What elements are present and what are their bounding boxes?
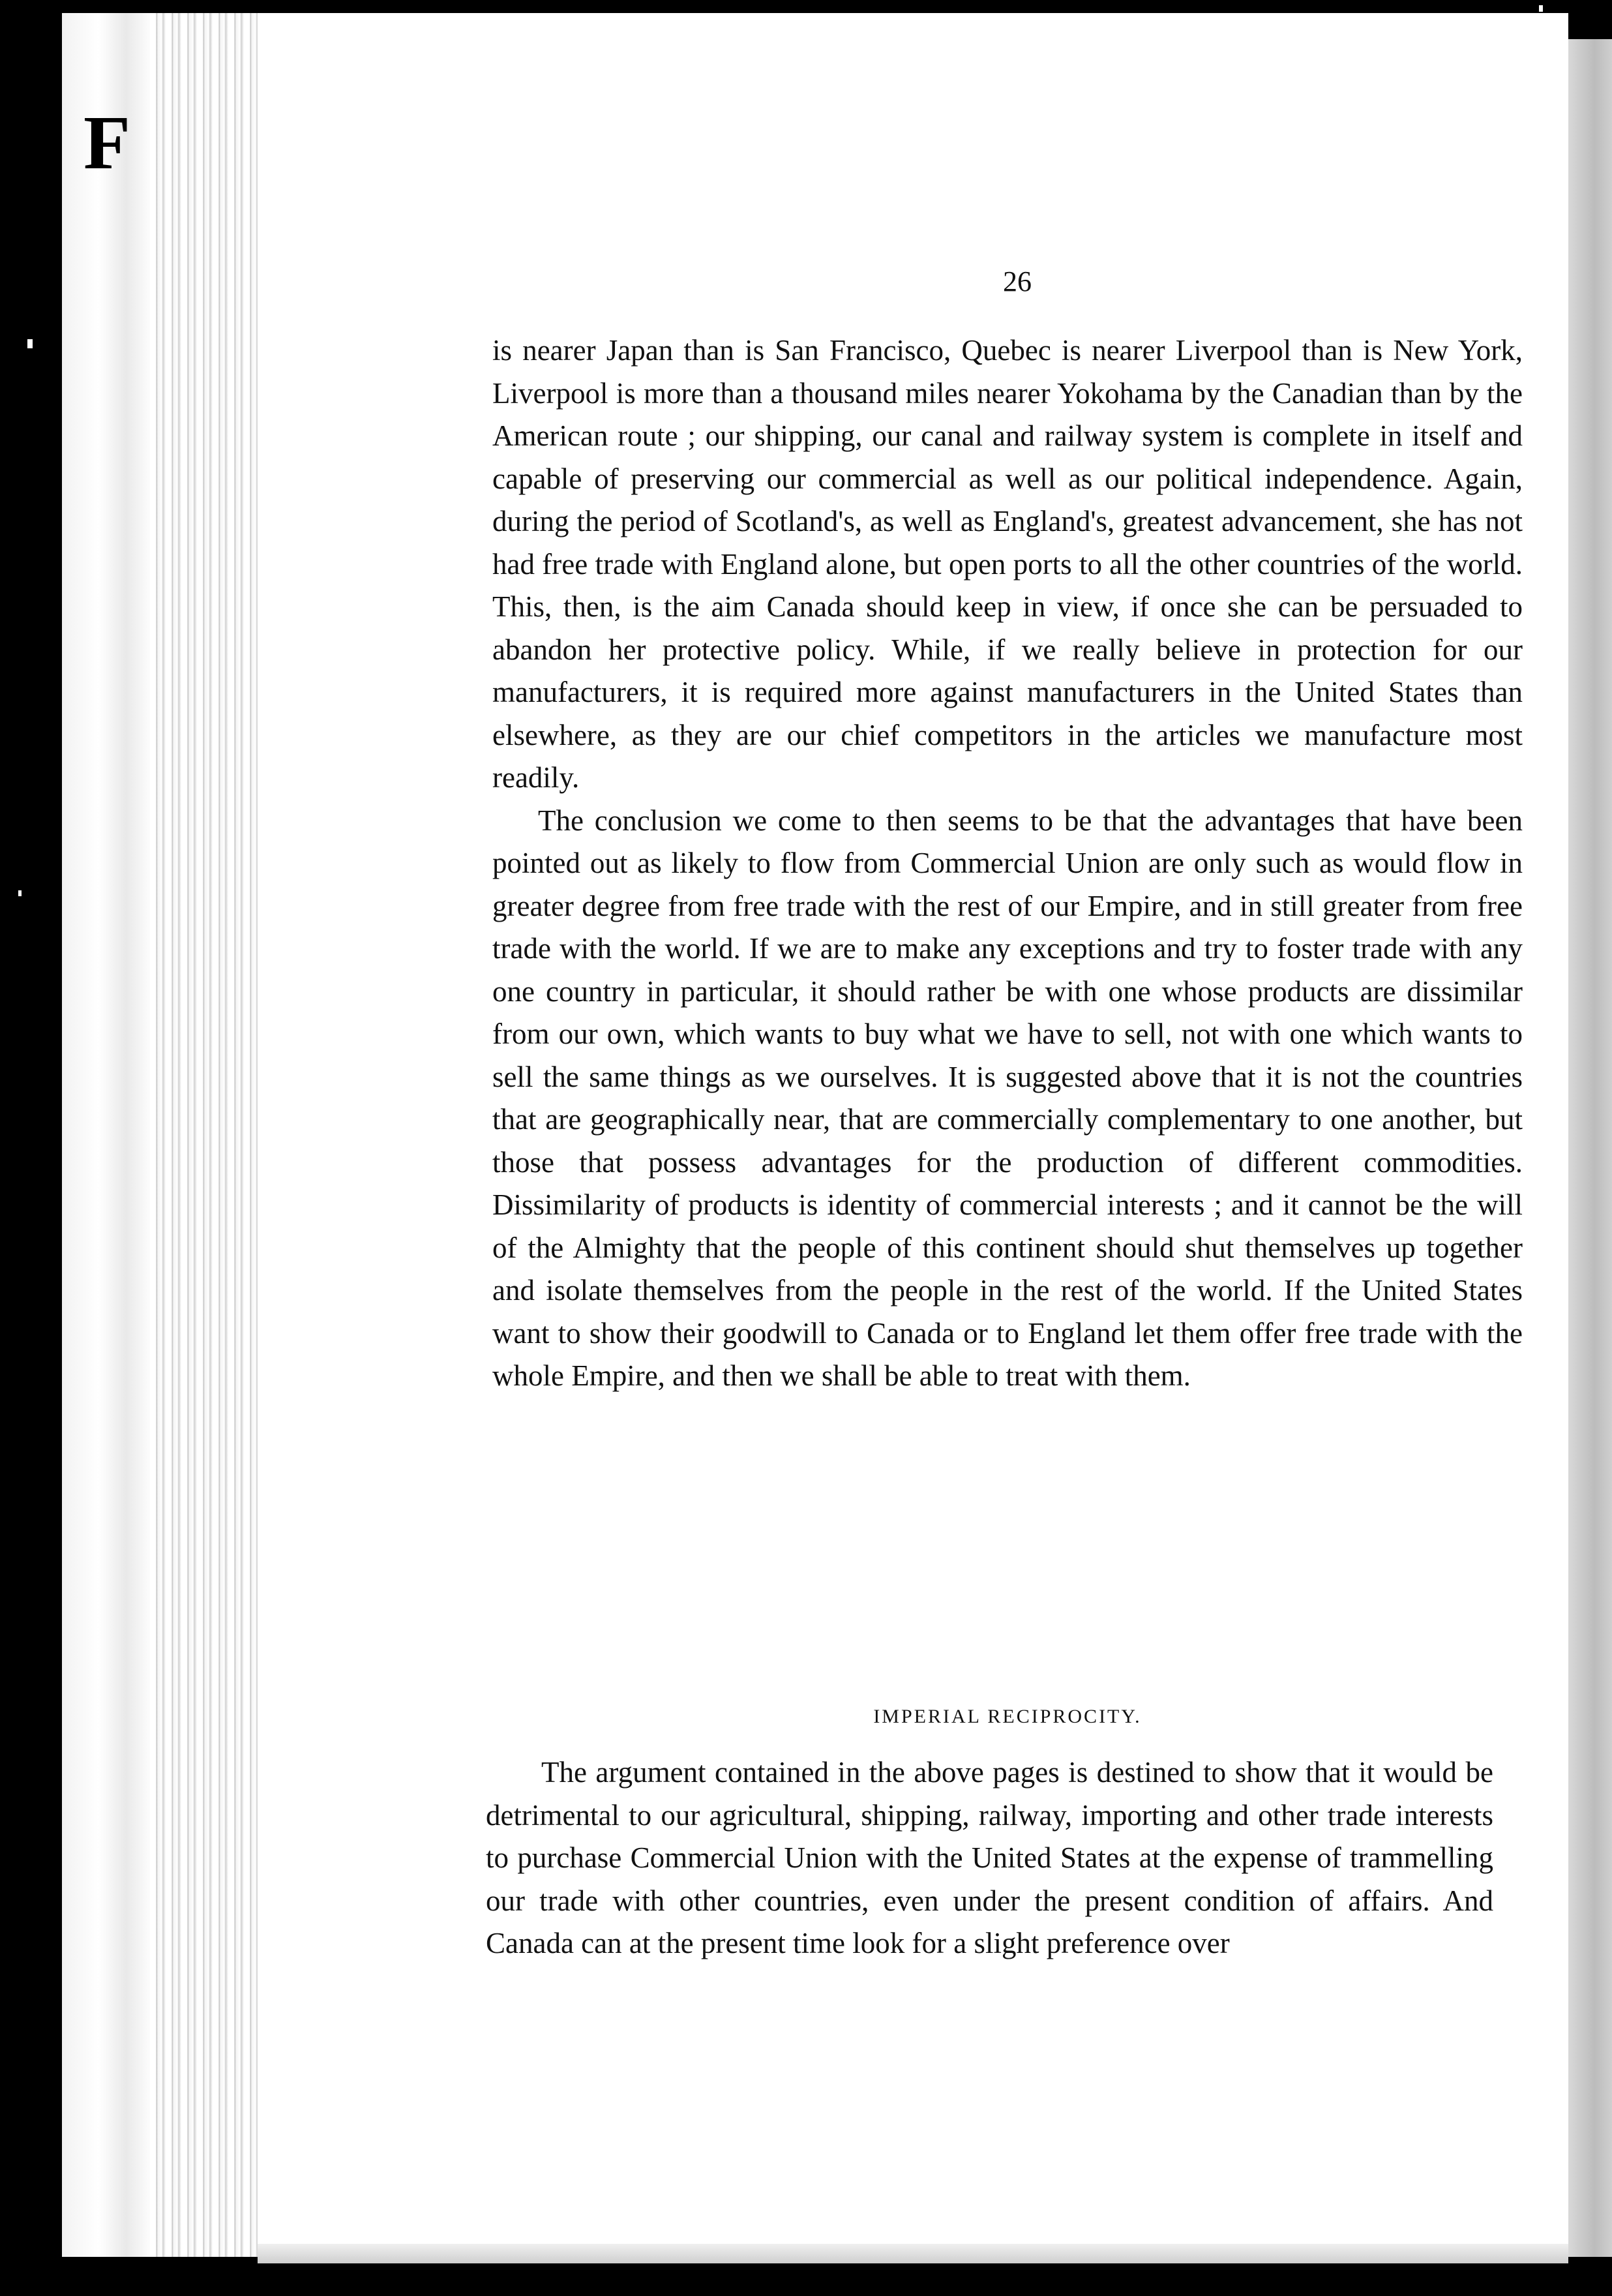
- body-text: [492, 329, 1523, 1398]
- section-heading: IMPERIAL RECIPROCITY.: [873, 1706, 1142, 1727]
- page-number: 26: [1003, 265, 1032, 297]
- tab-letter: F: [83, 100, 131, 185]
- scan-speck: [27, 339, 33, 348]
- bottom-page-shadow: [258, 2244, 1568, 2263]
- paragraph: The argument contained in the above pages is destined to show that it would be detrimental to our agricultural, shipping, railway, importing and other trade interests to purchase Commercial Union with the United States at the expense of trammelling our trade with other countries, even under the present condition of affairs. And Canada can at the present time look for a slight preference over: [486, 1756, 1493, 1959]
- section-text: [486, 1751, 1493, 1965]
- right-page-shadow: [1568, 39, 1612, 2257]
- paragraph: is nearer Japan than is San Francisco, Quebec is nearer Liverpool than is New York, Liverpool is more than a thousand miles nearer Yokohama by the Canadian than by the American route ; our shipping, our canal and railway system is complete in itself and capable of preserving our commercial as well as our political independence. Again, during the period of Scotland's, as well as England's, greatest advancement, she has not had free trade with England alone, but open ports to all the other countries of the world. This, then, is the aim Canada should keep in view, if once she can be persuaded to abandon her protective policy. While, if we really believe in protection for our manufacturers, it is required more against manufacturers in the United States than elsewhere, as they are our chief competitors in the articles we manufacture most readily.: [492, 334, 1523, 794]
- facing-page-strip: [62, 13, 153, 2257]
- scan-speck: [18, 890, 22, 896]
- scan-speck: [1539, 5, 1543, 12]
- paragraph: The conclusion we come to then seems to be that the advantages that have been pointed out as likely to flow from Commercial Union are only such as would flow in greater degree from free trade with the rest of our Empire, and in still greater from free trade with the world. If we are to make any exceptions and try to foster trade with any one country in particular, it should rather be with one whose products are dissimilar from our own, which wants to buy what we have to sell, not with one which wants to sell the same things as we ourselves. It is suggested above that it is not the countries that are geographically near, that are commercially complementary to one another, but those that possess advantages for the production of different commodities. Dissimilarity of products is identity of commercial interests ; and it cannot be the will of the Almighty that the people of this continent should shut themselves up together and isolate themselves from the people in the rest of the world. If the United States want to show their goodwill to Canada or to England let them offer free trade with the whole Empire, and then we shall be able to treat with them.: [492, 804, 1523, 1392]
- page-edges: [150, 13, 258, 2257]
